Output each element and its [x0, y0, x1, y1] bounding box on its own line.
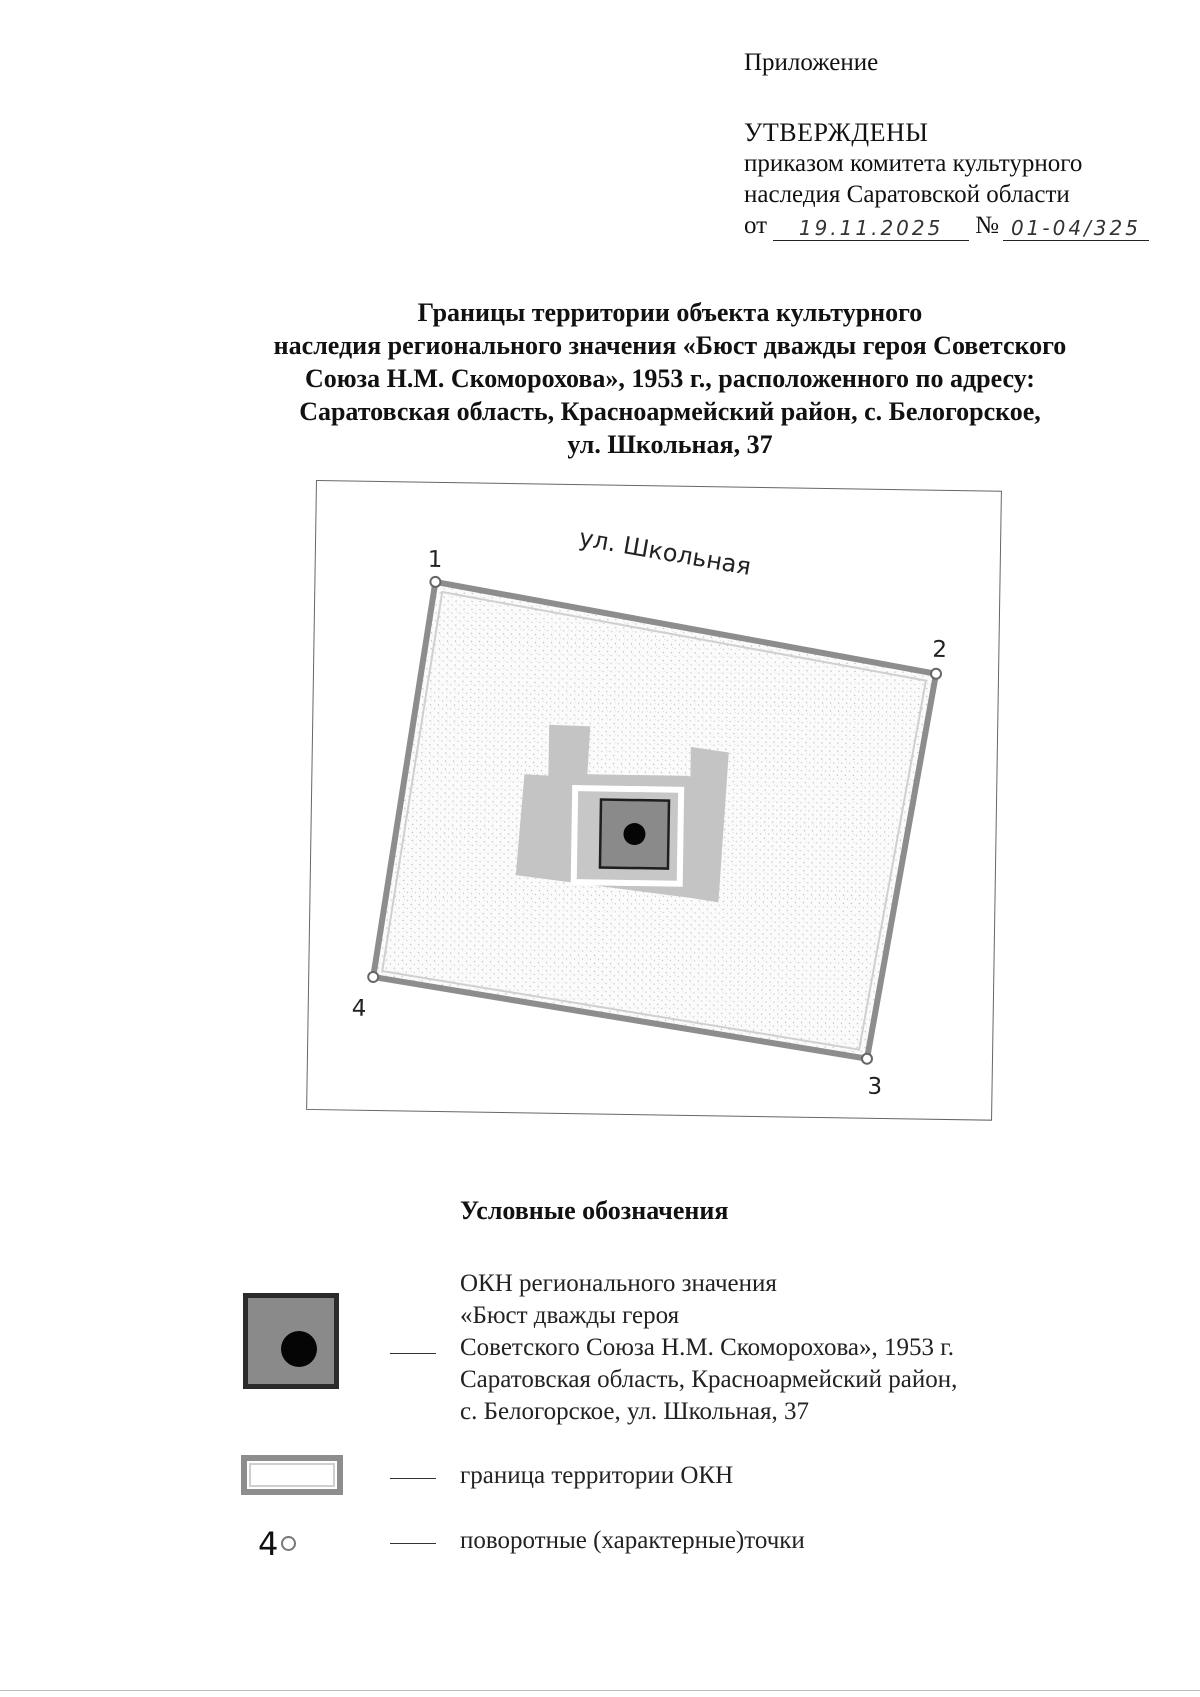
title-line: Границы территории объекта культурного	[417, 298, 923, 327]
number-prefix: №	[975, 212, 999, 239]
document-title	[150, 296, 1190, 461]
approval-header	[744, 48, 1174, 241]
boundary-point-marker	[430, 577, 440, 587]
okn-legend-dot	[281, 1331, 317, 1367]
legend-points-text: поворотные (характерные)точки	[460, 1527, 805, 1554]
legend-okn-line: ОКН регионального значения	[460, 1270, 777, 1297]
legend-title: Условные обозначения	[460, 1196, 729, 1225]
point-legend-number: 4	[258, 1525, 279, 1563]
map-drawing	[307, 481, 1001, 1120]
legend-boundary-text: граница территории ОКН	[460, 1462, 734, 1489]
legend-okn-line: «Бюст дважды героя	[460, 1302, 680, 1329]
point-legend-symbol	[258, 1525, 296, 1563]
approved-label: УТВЕРЖДЕНЫ	[744, 118, 929, 147]
legend-okn-text	[460, 1268, 957, 1428]
legend-okn-line: с. Белогорское, ул. Школьная, 37	[460, 1398, 810, 1425]
title-line: наследия регионального значения «Бюст дважды героя Советского	[273, 331, 1067, 360]
boundary-legend-inner	[249, 1463, 335, 1487]
legend-dash	[390, 1478, 436, 1479]
territory-map	[306, 480, 1002, 1121]
title-line: ул. Школьная, 37	[567, 430, 773, 459]
boundary-legend-symbol	[241, 1455, 343, 1495]
point-legend-circle	[281, 1536, 296, 1551]
okn-legend-symbol	[243, 1293, 339, 1389]
handwritten-date: 19.11.2025	[773, 216, 969, 241]
legend-okn-line: Советского Союза Н.М. Скоморохова», 1953 г.	[460, 1334, 954, 1361]
order-line-2: наследия Саратовской области	[744, 181, 1070, 208]
point-label-2: 2	[932, 636, 948, 663]
point-label-1: 1	[427, 546, 443, 573]
point-label-4: 4	[351, 995, 367, 1022]
title-line: Союза Н.М. Скоморохова», 1953 г., расположенного по адресу:	[305, 364, 1035, 393]
order-line-1: приказом комитета культурного	[744, 150, 1083, 177]
point-label-3: 3	[867, 1073, 883, 1100]
boundary-point-marker	[862, 1054, 872, 1064]
handwritten-number: 01-04/325	[1003, 216, 1149, 241]
scan-bottom-edge	[0, 1690, 1200, 1691]
street-label: ул. Школьная	[576, 523, 754, 581]
legend-okn-line: Саратовская область, Красноармейский район,	[460, 1366, 958, 1393]
boundary-point-marker	[368, 972, 378, 982]
title-line: Саратовская область, Красноармейский район, с. Белогорское,	[299, 397, 1041, 426]
appendix-label: Приложение	[744, 49, 879, 76]
boundary-point-marker	[931, 669, 941, 679]
legend-dash	[390, 1543, 436, 1544]
legend-dash	[390, 1353, 436, 1354]
date-prefix: от	[744, 212, 768, 239]
order-date-row	[744, 210, 1174, 241]
